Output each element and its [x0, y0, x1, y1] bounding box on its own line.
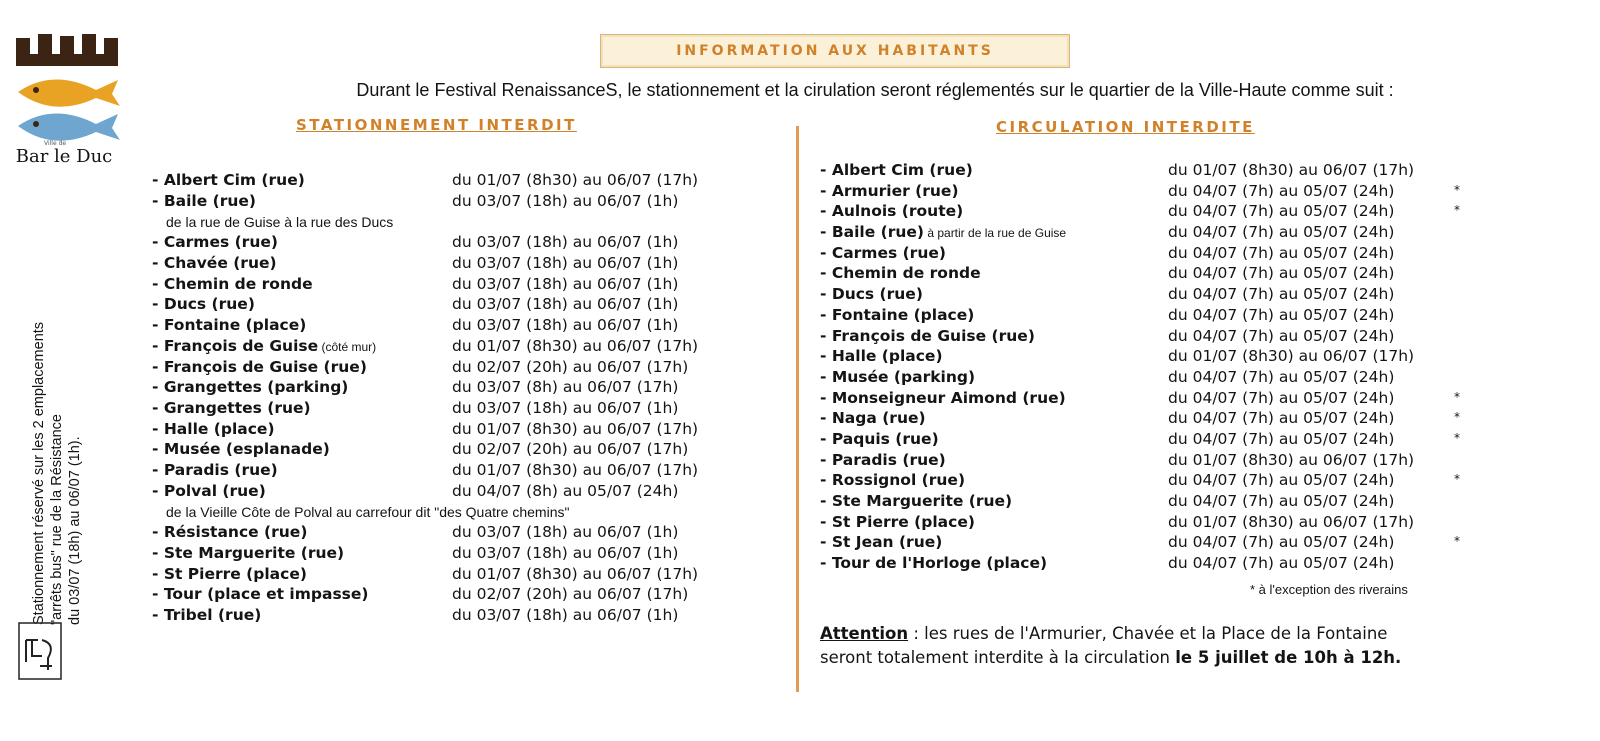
subnote-text: de la rue de Guise à la rue des Ducs — [166, 214, 394, 231]
street-name-text: - Fontaine (place) — [820, 305, 975, 324]
street-name — [152, 170, 305, 190]
street-name-text: - Aulnois (route) — [820, 202, 964, 221]
street-name — [820, 470, 965, 490]
street-name — [820, 553, 1047, 573]
date-range: du 04/07 (7h) au 05/07 (24h) — [1168, 409, 1395, 428]
date-range: du 04/07 (7h) au 05/07 (24h) — [1168, 264, 1395, 283]
attention-text1: : les rues de l'Armurier, Chavée et la Place de la Fontaine — [908, 624, 1388, 643]
date-range: du 04/07 (7h) au 05/07 (24h) — [1168, 243, 1395, 262]
street-qualifier: (côté mur) — [318, 339, 377, 354]
date-range: du 03/07 (18h) au 06/07 (1h) — [452, 606, 679, 625]
street-name-text: - Naga (rue) — [820, 409, 926, 428]
street-name — [152, 377, 348, 397]
date-range: du 03/07 (8h) au 06/07 (17h) — [452, 378, 679, 397]
date-range: du 03/07 (18h) au 06/07 (1h) — [452, 233, 679, 252]
street-name — [820, 160, 973, 180]
street-name-text: - Paquis (rue) — [820, 429, 939, 448]
date-range: du 01/07 (8h30) au 06/07 (17h) — [1168, 347, 1415, 366]
date-range: du 04/07 (7h) au 05/07 (24h) — [1168, 202, 1395, 221]
street-name-text: - Albert Cim (rue) — [820, 161, 973, 179]
street-name — [152, 460, 278, 480]
date-range: du 02/07 (20h) au 06/07 (17h) — [452, 585, 689, 604]
street-name-text: - Musée (esplanade) — [152, 440, 330, 459]
street-name-text: - Grangettes (parking) — [152, 378, 349, 397]
logo-ville-text: Ville de — [44, 140, 67, 147]
street-name — [820, 450, 946, 470]
subnote-text: de la Vieille Côte de Polval au carrefour dit "des Quatre chemins" — [166, 504, 570, 521]
street-name — [820, 326, 1035, 346]
street-name-text: - Carmes (rue) — [820, 243, 946, 262]
date-range: du 01/07 (8h30) au 06/07 (17h) — [452, 419, 699, 438]
date-range: du 03/07 (18h) au 06/07 (1h) — [452, 398, 679, 417]
street-name-text: - Ducs (rue) — [152, 295, 255, 314]
street-name-text: - Carmes (rue) — [152, 233, 278, 252]
date-range: du 04/07 (7h) au 05/07 (24h) — [1168, 429, 1395, 448]
date-range: du 04/07 (8h) au 05/07 (24h) — [452, 481, 679, 500]
street-name — [820, 367, 975, 387]
street-name — [820, 512, 975, 532]
street-name — [152, 232, 278, 252]
street-name — [820, 243, 946, 263]
date-range: du 04/07 (7h) au 05/07 (24h) — [1168, 181, 1395, 200]
street-name — [820, 222, 1066, 243]
street-name-text: - Chemin de ronde — [152, 274, 313, 293]
exception-star: * — [1454, 534, 1460, 549]
street-name — [152, 191, 256, 211]
date-range: du 01/07 (8h30) au 06/07 (17h) — [452, 171, 699, 189]
street-name-text: - Monseigneur Aimond (rue) — [820, 388, 1066, 407]
attention-label: Attention — [820, 624, 909, 643]
header-box — [600, 34, 1070, 68]
street-name-text: - Fontaine (place) — [152, 316, 307, 335]
parking-title: STATIONNEMENT INTERDIT — [296, 116, 577, 134]
street-name-text: - Rossignol (rue) — [820, 471, 966, 490]
street-name — [820, 532, 942, 552]
street-name — [820, 429, 939, 449]
street-name-text: - Musée (parking) — [820, 367, 976, 386]
date-range: du 01/07 (8h30) au 06/07 (17h) — [452, 336, 699, 355]
street-name — [820, 201, 963, 221]
street-name — [820, 408, 926, 428]
street-name — [152, 522, 307, 542]
date-range: du 02/07 (20h) au 06/07 (17h) — [452, 440, 689, 459]
street-name-text: - Tour (place et impasse) — [152, 585, 369, 604]
date-range: du 04/07 (7h) au 05/07 (24h) — [1168, 367, 1395, 386]
street-name — [820, 263, 981, 283]
side-note-line2: "arrêts bus" rue de la Résistance — [49, 414, 65, 625]
map-symbol-icon — [18, 622, 62, 680]
street-name — [820, 388, 1066, 408]
street-name — [152, 439, 330, 459]
street-name — [152, 398, 311, 418]
street-name-text: - Ducs (rue) — [820, 285, 923, 304]
street-name — [152, 605, 261, 625]
date-range: du 01/07 (8h30) au 06/07 (17h) — [1168, 450, 1415, 469]
date-range: du 03/07 (18h) au 06/07 (1h) — [452, 523, 679, 542]
street-name-text: - François de Guise — [152, 336, 319, 355]
street-name-text: - Ste Marguerite (rue) — [152, 544, 345, 562]
street-name — [152, 294, 255, 314]
header-title: INFORMATION AUX HABITANTS — [676, 43, 994, 59]
street-name-text: - Tribel (rue) — [152, 606, 262, 625]
street-name-text: - St Pierre (place) — [152, 564, 307, 583]
side-note — [30, 195, 84, 625]
exception-star: * — [1454, 430, 1460, 445]
date-range: du 01/07 (8h30) au 06/07 (17h) — [452, 564, 699, 583]
street-name-text: - Résistance (rue) — [152, 523, 308, 542]
exception-star: * — [1454, 389, 1460, 404]
date-range: du 01/07 (8h30) au 06/07 (17h) — [1168, 512, 1415, 531]
date-range: du 01/07 (8h30) au 06/07 (17h) — [1168, 161, 1415, 179]
date-range: du 04/07 (7h) au 05/07 (24h) — [1168, 533, 1395, 552]
date-range: du 03/07 (18h) au 06/07 (1h) — [452, 254, 679, 273]
street-name-text: - Chavée (rue) — [152, 254, 277, 273]
date-range: du 04/07 (7h) au 05/07 (24h) — [1168, 285, 1395, 304]
street-name — [152, 419, 275, 439]
street-name-text: - Polval (rue) — [152, 481, 266, 500]
street-name-text: - Chemin de ronde — [820, 264, 981, 283]
side-note-line3: du 03/07 (18h) au 06/07 (1h). — [67, 436, 83, 625]
exception-star: * — [1454, 203, 1460, 218]
street-name — [152, 274, 313, 294]
date-range: du 03/07 (18h) au 06/07 (1h) — [452, 295, 679, 314]
exception-star: * — [1454, 472, 1460, 487]
street-name — [152, 336, 376, 357]
date-range: du 03/07 (18h) au 06/07 (1h) — [452, 274, 679, 293]
footnote: * à l'exception des riverains — [1250, 582, 1408, 597]
street-name-text: - Baile (rue) — [820, 223, 924, 242]
street-name-text: - Ste Marguerite (rue) — [820, 492, 1013, 510]
street-name-text: - François de Guise (rue) — [152, 357, 367, 376]
street-name — [152, 315, 306, 335]
street-name — [820, 181, 959, 201]
street-name — [820, 491, 1012, 511]
attention-bold: le 5 juillet de 10h à 12h. — [1175, 648, 1402, 667]
street-name-text: - Paradis (rue) — [820, 450, 946, 469]
street-name-text: - St Jean (rue) — [820, 533, 943, 552]
date-range: du 01/07 (8h30) au 06/07 (17h) — [452, 460, 699, 479]
street-name-text: - Paradis (rue) — [152, 460, 278, 479]
street-name — [152, 543, 344, 563]
street-name-text: - Tour de l'Horloge (place) — [820, 554, 1048, 573]
date-range: du 04/07 (7h) au 05/07 (24h) — [1168, 492, 1395, 510]
street-name — [820, 284, 923, 304]
street-name-text: - Albert Cim (rue) — [152, 171, 305, 189]
date-range: du 04/07 (7h) au 05/07 (24h) — [1168, 388, 1395, 407]
street-name — [152, 564, 307, 584]
date-range: du 04/07 (7h) au 05/07 (24h) — [1168, 305, 1395, 324]
street-name-text: - Baile (rue) — [152, 191, 256, 210]
street-name-text: - Grangettes (rue) — [152, 398, 311, 417]
column-divider — [796, 126, 799, 692]
date-range: du 04/07 (7h) au 05/07 (24h) — [1168, 223, 1395, 242]
street-name — [152, 357, 367, 377]
street-name — [152, 584, 369, 604]
street-qualifier: à partir de la rue de Guise — [924, 226, 1067, 241]
date-range: du 04/07 (7h) au 05/07 (24h) — [1168, 326, 1395, 345]
exception-star: * — [1454, 182, 1460, 197]
street-name-text: - François de Guise (rue) — [820, 326, 1035, 345]
date-range: du 04/07 (7h) au 05/07 (24h) — [1168, 554, 1395, 573]
street-name — [820, 346, 943, 366]
traffic-title: CIRCULATION INTERDITE — [996, 118, 1255, 136]
exception-star: * — [1454, 410, 1460, 425]
date-range: du 03/07 (18h) au 06/07 (1h) — [452, 191, 679, 210]
date-range: du 04/07 (7h) au 05/07 (24h) — [1168, 471, 1395, 490]
intro-text: Durant le Festival RenaissanceS, le stationnement et la cirulation seront réglementés sur le quartier de la Ville-Haute comme suit : — [356, 80, 1394, 100]
attention-text2: seront totalement interdite à la circulation — [820, 648, 1176, 667]
attention-notice — [820, 622, 1520, 670]
street-name-text: - Halle (place) — [152, 419, 275, 438]
street-name-text: - St Pierre (place) — [820, 512, 975, 531]
street-name-text: - Armurier (rue) — [820, 181, 959, 200]
street-name — [152, 253, 277, 273]
street-name — [820, 305, 974, 325]
side-note-line1: Stationnement réservé sur les 2 emplacements — [31, 321, 47, 625]
logo-town-name: Bar le Duc — [15, 146, 113, 167]
date-range: du 02/07 (20h) au 06/07 (17h) — [452, 357, 689, 376]
street-name-text: - Halle (place) — [820, 347, 943, 366]
street-name — [152, 481, 266, 501]
date-range: du 03/07 (18h) au 06/07 (1h) — [452, 316, 679, 335]
date-range: du 03/07 (18h) au 06/07 (1h) — [452, 544, 679, 562]
